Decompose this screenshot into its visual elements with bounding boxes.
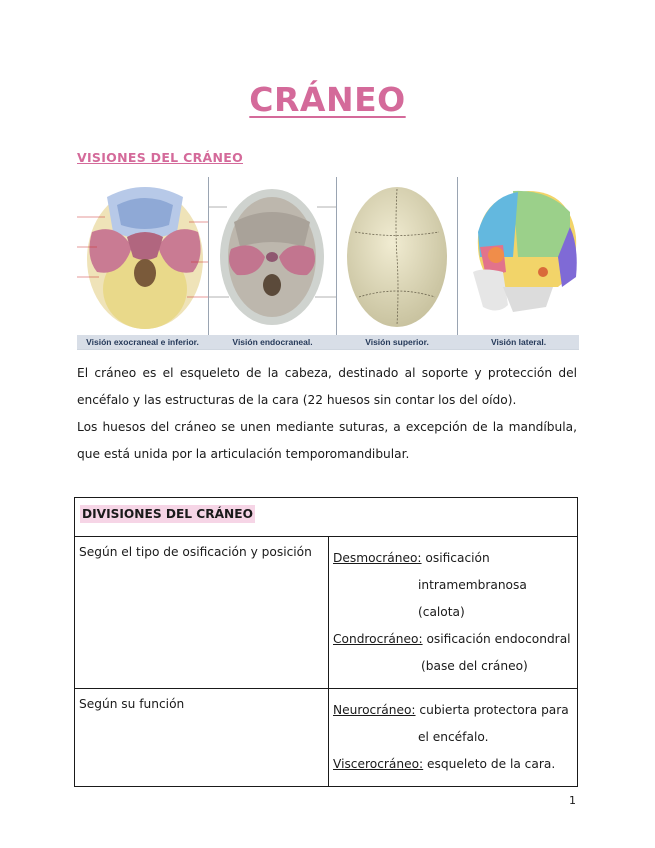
division-entry [333, 751, 573, 778]
paragraph-intro: El cráneo es el esqueleto de la cabeza, destinado al soporte y protección del encéfalo y las estructuras de la cara (22 huesos sin contar los del oído). [77, 366, 577, 407]
skull-superior-illustration [337, 177, 457, 349]
division-description: osificación [421, 551, 490, 565]
page-number: 1 [569, 794, 576, 807]
division-entry [333, 626, 573, 653]
table-header-cell [75, 498, 578, 537]
division-term: Condrocráneo: [333, 632, 423, 646]
table-header-row [75, 498, 578, 537]
table-header-label: DIVISIONES DEL CRÁNEO [82, 507, 253, 521]
division-description: cubierta protectora para [415, 703, 569, 717]
criterion-label: Según su función [79, 697, 185, 711]
caption-superior: Visión superior. [365, 337, 429, 347]
divisions-cell [329, 537, 578, 689]
criterion-cell [75, 689, 329, 787]
division-term: Viscerocráneo: [333, 757, 424, 771]
division-description-cont: (base del cráneo) [421, 659, 528, 673]
section-heading: VISIONES DEL CRÁNEO [77, 150, 243, 165]
caption-exocranial: Visión exocraneal e inferior. [86, 337, 199, 347]
criterion-cell [75, 537, 329, 689]
skull-base-inferior-illustration [77, 177, 208, 349]
division-description-cont: intramembranosa (calota) [418, 578, 527, 619]
division-term: Neurocráneo: [333, 703, 416, 717]
division-description: esqueleto de la cara. [423, 757, 556, 771]
table-row [75, 689, 578, 787]
caption-endocranial: Visión endocraneal. [232, 337, 313, 347]
skull-base-endocranial-illustration [209, 177, 336, 349]
divisions-table [74, 497, 578, 787]
division-description-cont: el encéfalo. [418, 730, 489, 744]
criterion-label: Según el tipo de osificación y posición [79, 545, 312, 559]
divisions-cell [329, 689, 578, 787]
paragraph-sutures: Los huesos del cráneo se unen mediante suturas, a excepción de la mandíbula, que está unida por la articulación temporomandibular. [77, 420, 577, 461]
page-title: CRÁNEO [249, 80, 406, 119]
table-row [75, 537, 578, 689]
skull-views-figure [77, 177, 579, 350]
division-term: Desmocráneo: [333, 551, 422, 565]
caption-lateral: Visión lateral. [490, 337, 547, 347]
division-entry [333, 697, 573, 724]
division-description: osificación endocondral [422, 632, 571, 646]
division-entry [333, 545, 573, 572]
skull-lateral-colored-illustration [458, 177, 579, 349]
